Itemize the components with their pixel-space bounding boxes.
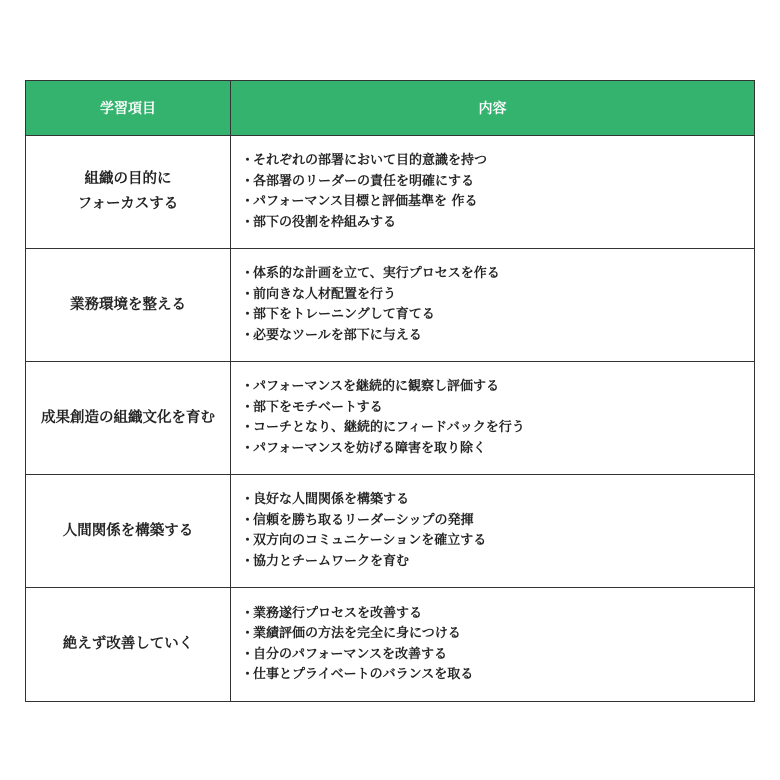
row-title [26, 136, 231, 249]
list-item [241, 624, 754, 645]
bullet: ・ [241, 440, 255, 456]
list-item-text: 信頼を勝ち取るリーダーシップの発揮 [253, 512, 474, 528]
list-item [241, 398, 754, 419]
list-item [241, 511, 754, 532]
list-item-text: 自分のパフォーマンスを改善する [253, 646, 447, 662]
list-item-text: 双方向のコミュニケーションを確立する [253, 533, 487, 548]
list-item-text: パフォーマンスを継続的に観察し評価する [253, 379, 499, 394]
bullet: ・ [241, 626, 255, 641]
list-item-text: 協力とチームワークを育む [253, 553, 410, 569]
list-item [241, 326, 754, 347]
bullet: ・ [241, 399, 255, 415]
row-title [26, 475, 231, 588]
row-title-line: 成果創造の組織文化を育む [41, 409, 215, 426]
row-title-line: 業務環境を整える [70, 296, 186, 313]
header-learning-item: 学習項目 [26, 81, 231, 136]
bullet: ・ [241, 420, 255, 435]
list-item-text: パフォーマンスを妨げる障害を取り除く [253, 440, 486, 456]
row-title-line: 絶えず改善していく [62, 636, 194, 652]
list-item-text: 良好な人間関係を構築する [253, 492, 410, 507]
list-item [241, 604, 754, 625]
row-content [231, 475, 754, 588]
list-item [241, 172, 754, 193]
row-title-line: 組織の目的に [84, 171, 172, 187]
list-item [241, 645, 754, 666]
list-item-text: 仕事とプライベートのバランスを取る [253, 667, 474, 682]
list-item [241, 439, 754, 460]
list-item [241, 213, 754, 234]
list-item-text: 業績評価の方法を完全に身につける [253, 626, 461, 641]
list-item-text: 前向きな人材配置を行う [253, 286, 397, 302]
list-item [241, 192, 754, 213]
list-item [241, 377, 754, 398]
list-item [241, 151, 754, 172]
row-content [231, 362, 754, 475]
bullet: ・ [241, 307, 255, 322]
header-content: 内容 [231, 81, 754, 136]
bullet: ・ [241, 214, 255, 230]
bullet: ・ [241, 327, 255, 343]
row-title [26, 362, 231, 475]
bullet: ・ [241, 266, 255, 281]
bullet: ・ [241, 286, 255, 302]
row-title [26, 249, 231, 362]
bullet: ・ [241, 667, 255, 682]
bullet: ・ [241, 646, 255, 662]
row-title [26, 588, 231, 701]
list-item [241, 285, 754, 306]
bullet: ・ [241, 153, 255, 168]
list-item-text: 必要なツールを部下に与える [253, 327, 422, 343]
list-item-text: コーチとなり、継続的にフィードバックを行う [253, 420, 525, 435]
bullet: ・ [241, 173, 255, 189]
list-item [241, 490, 754, 511]
list-item-text: 業務遂行プロセスを改善する [253, 605, 423, 621]
bullet: ・ [241, 533, 255, 548]
list-item-text: 体系的な計画を立て、実行プロセスを作る [253, 266, 500, 281]
row-content [231, 136, 754, 249]
list-item-text: 部下をトレーニングして育てる [253, 307, 435, 322]
row-title-line: フォーカスする [77, 196, 179, 212]
bullet: ・ [241, 553, 255, 569]
list-item-text: パフォーマンス目標と評価基準を 作る [253, 194, 478, 209]
row-content [231, 249, 754, 362]
row-title-line: 人間関係を構築する [62, 522, 194, 539]
bullet: ・ [241, 605, 255, 621]
row-content [231, 588, 754, 701]
learning-table [25, 80, 755, 702]
list-item [241, 418, 754, 439]
list-item-text: それぞれの部署において目的意識を持つ [253, 153, 488, 168]
list-item-text: 部下をモチベートする [253, 399, 383, 415]
bullet: ・ [241, 194, 255, 209]
list-item [241, 264, 754, 285]
list-item-text: 各部署のリーダーの責任を明確にする [253, 173, 475, 189]
bullet: ・ [241, 512, 255, 528]
list-item [241, 552, 754, 573]
list-item [241, 531, 754, 552]
list-item [241, 305, 754, 326]
list-item [241, 665, 754, 686]
bullet: ・ [241, 379, 255, 394]
list-item-text: 部下の役割を枠組みする [253, 214, 397, 230]
bullet: ・ [241, 492, 255, 507]
